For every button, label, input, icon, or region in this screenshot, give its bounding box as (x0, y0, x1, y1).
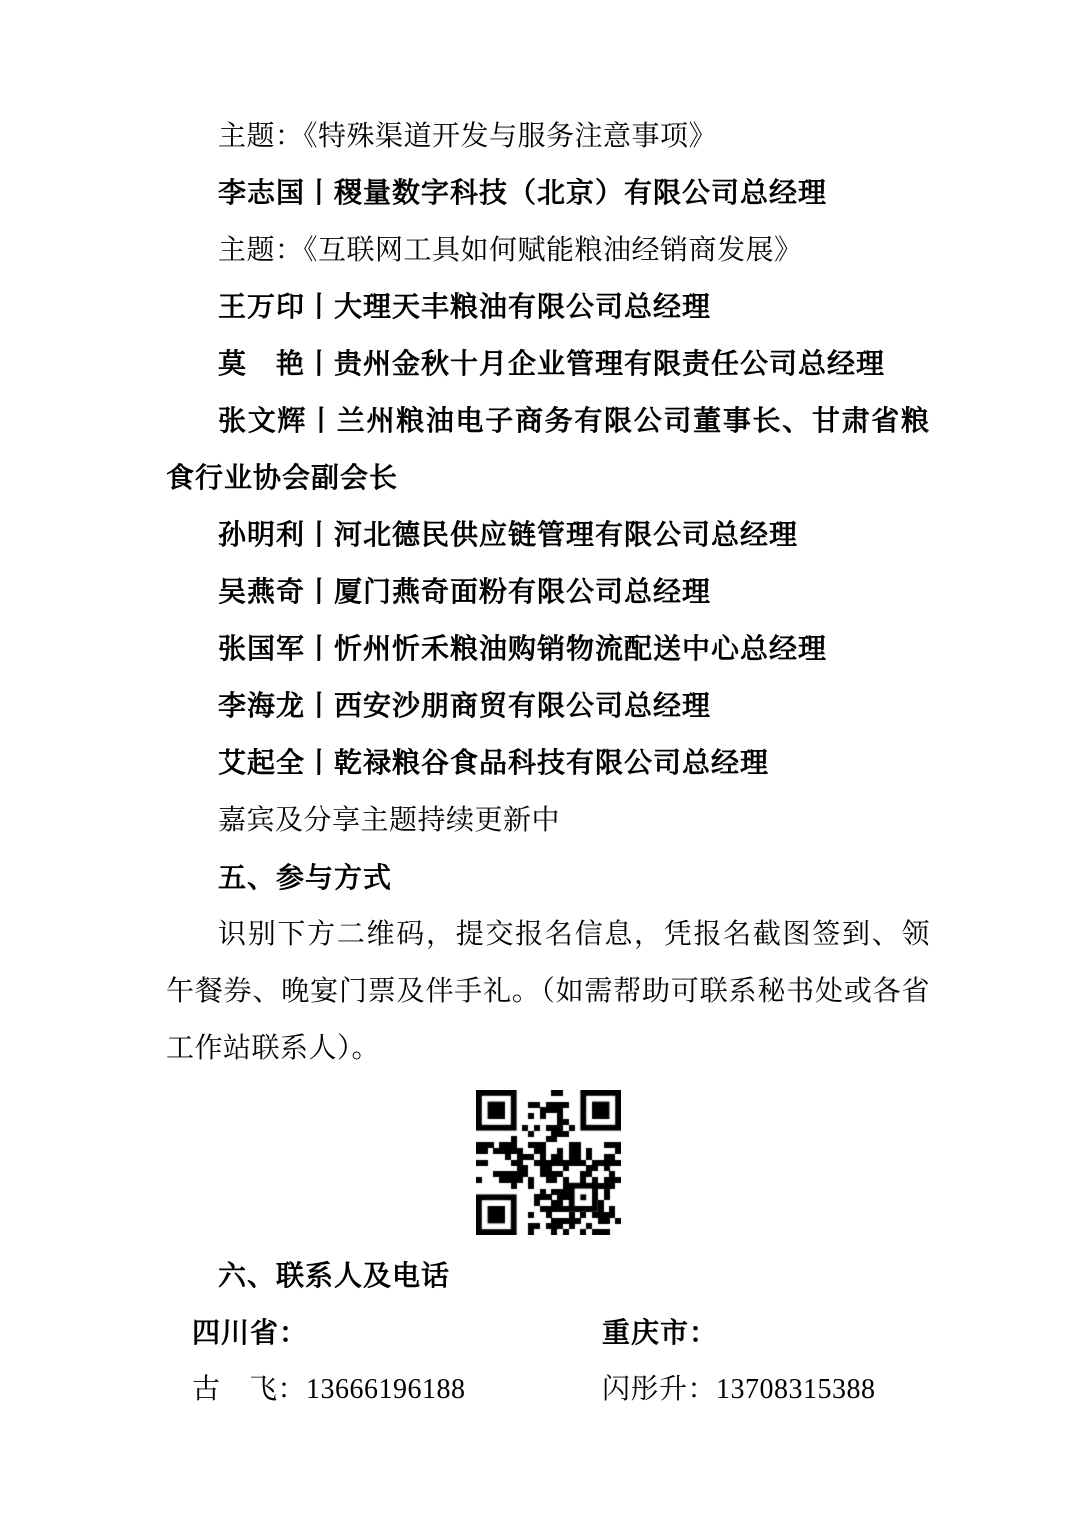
contact-region-chongqing: 重庆市： (602, 1317, 719, 1348)
agenda-note: 嘉宾及分享主题持续更新中 (218, 805, 561, 836)
qr-code-image (476, 1090, 621, 1235)
participation-paragraph: 识别下方二维码，提交报名信息，凭报名截图签到、领午餐券、晚宴门票及伴手礼。（如需帮助可联系秘书处或各省工作站联系人）。 (166, 919, 930, 1064)
agenda-speaker: 王万印丨大理天丰粮油有限公司总经理 (218, 292, 712, 323)
agenda-topic: 主题：《特殊渠道开发与服务注意事项》 (218, 121, 718, 152)
agenda-speaker: 李海龙丨西安沙朋商贸有限公司总经理 (218, 691, 712, 722)
contact-region-sichuan: 四川省： (192, 1317, 309, 1348)
agenda-speaker: 张国军丨忻州忻禾粮油购销物流配送中心总经理 (218, 634, 828, 665)
contact-person-row (166, 1361, 930, 1418)
agenda-speaker: 吴燕奇丨厦门燕奇面粉有限公司总经理 (218, 577, 712, 608)
contact-region-row (166, 1304, 930, 1361)
contact-person-sichuan: 古 飞：13666196188 (192, 1374, 466, 1405)
agenda-speaker: 艾起全丨乾禄粮谷食品科技有限公司总经理 (218, 748, 770, 779)
qr-code-container (166, 1090, 930, 1235)
agenda-topic: 主题：《互联网工具如何赋能粮油经销商发展》 (218, 235, 803, 266)
agenda-speaker: 孙明利丨河北德民供应链管理有限公司总经理 (218, 520, 799, 551)
section-heading-contacts: 六、联系人及电话 (218, 1260, 451, 1291)
agenda-speaker: 莫 艳丨贵州金秋十月企业管理有限责任公司总经理 (218, 349, 886, 380)
agenda-speaker: 张文辉丨兰州粮油电子商务有限公司董事长、甘肃省粮食行业协会副会长 (166, 406, 930, 494)
section-heading-participation: 五、参与方式 (218, 862, 393, 893)
agenda-speaker: 李志国丨稷量数字科技（北京）有限公司总经理 (218, 178, 828, 209)
contact-person-chongqing: 闪彤升：13708315388 (602, 1374, 876, 1405)
